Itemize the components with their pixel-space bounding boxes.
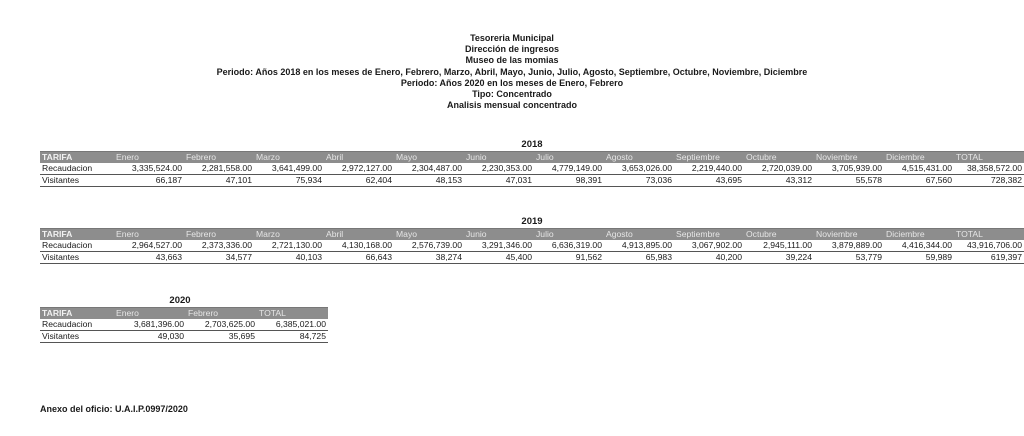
table-cell: 2,721,130.00	[254, 240, 324, 252]
table-row-recaudacion	[40, 319, 328, 331]
column-header-julio: Julio	[534, 229, 604, 241]
column-header-junio: Junio	[464, 229, 534, 241]
table-cell: 55,578	[814, 175, 884, 187]
table-cell: 2,972,127.00	[324, 163, 394, 175]
table-row-visitantes	[40, 175, 1024, 187]
column-header-enero: Enero	[114, 229, 184, 241]
table-cell: 47,101	[184, 175, 254, 187]
column-header-tarifa: TARIFA	[40, 229, 114, 241]
column-header-total: TOTAL	[954, 229, 1024, 241]
table-cell: 75,934	[254, 175, 324, 187]
table-cell: 2,945,111.00	[744, 240, 814, 252]
table-cell: 84,725	[257, 331, 328, 343]
column-header-abril: Abril	[324, 152, 394, 164]
table-cell: 91,562	[534, 252, 604, 264]
column-header-noviembre: Noviembre	[814, 152, 884, 164]
table-cell: 4,130,168.00	[324, 240, 394, 252]
table-2018	[40, 151, 1024, 187]
table-cell: 48,153	[394, 175, 464, 187]
column-header-agosto: Agosto	[604, 229, 674, 241]
column-header-total: TOTAL	[954, 152, 1024, 164]
table-cell: 3,335,524.00	[114, 163, 184, 175]
table-cell: 2,703,625.00	[186, 319, 257, 331]
column-header-mayo: Mayo	[394, 152, 464, 164]
column-header-marzo: Marzo	[254, 152, 324, 164]
table-cell: 2,373,336.00	[184, 240, 254, 252]
table-cell: 6,385,021.00	[257, 319, 328, 331]
column-header-diciembre: Diciembre	[884, 229, 954, 241]
column-header-tarifa: TARIFA	[40, 308, 114, 320]
table-cell: 62,404	[324, 175, 394, 187]
table-header-row	[40, 152, 1024, 164]
table-2020	[40, 307, 328, 343]
column-header-tarifa: TARIFA	[40, 152, 114, 164]
column-header-febrero: Febrero	[184, 152, 254, 164]
table-cell: 2,576,739.00	[394, 240, 464, 252]
column-header-septiembre: Septiembre	[674, 152, 744, 164]
table-cell: 39,224	[744, 252, 814, 264]
table-cell: 43,663	[114, 252, 184, 264]
header-analysis: Analisis mensual concentrado	[446, 100, 578, 111]
table-cell: 38,274	[394, 252, 464, 264]
table-cell: 45,400	[464, 252, 534, 264]
column-header-diciembre: Diciembre	[884, 152, 954, 164]
table-cell: 3,291,346.00	[464, 240, 534, 252]
table-cell: 40,103	[254, 252, 324, 264]
table-cell: 728,382	[954, 175, 1024, 187]
header-period-2018: Periodo: Años 2018 en los meses de Enero, Febrero, Marzo, Abril, Mayo, Junio, Julio, Agosto, Septiembre, Octubre, Noviembre, Diciembre	[216, 66, 808, 77]
table-cell: 3,067,902.00	[674, 240, 744, 252]
table-2019	[40, 228, 1024, 264]
table-cell: 3,681,396.00	[114, 319, 186, 331]
header-department: Dirección de ingresos	[464, 44, 560, 55]
table-cell: 38,358,572.00	[954, 163, 1024, 175]
table-row-recaudacion	[40, 240, 1024, 252]
year-title-2018: 2018	[521, 139, 543, 150]
table-cell: 2,219,440.00	[674, 163, 744, 175]
table-cell: 4,913,895.00	[604, 240, 674, 252]
table-cell: 34,577	[184, 252, 254, 264]
row-label: Recaudacion	[40, 240, 114, 252]
row-label: Recaudacion	[40, 163, 114, 175]
column-header-total: TOTAL	[257, 308, 328, 320]
column-header-agosto: Agosto	[604, 152, 674, 164]
header-museum: Museo de las momias	[465, 55, 559, 66]
table-cell: 59,989	[884, 252, 954, 264]
table-cell: 40,200	[674, 252, 744, 264]
table-cell: 619,397	[954, 252, 1024, 264]
header-period-2020: Periodo: Años 2020 en los meses de Enero, Febrero	[400, 77, 624, 88]
table-cell: 66,187	[114, 175, 184, 187]
table-row-recaudacion	[40, 163, 1024, 175]
table-header-row	[40, 229, 1024, 241]
table-cell: 2,964,527.00	[114, 240, 184, 252]
table-cell: 35,695	[186, 331, 257, 343]
row-label: Visitantes	[40, 252, 114, 264]
column-header-enero: Enero	[114, 152, 184, 164]
row-label: Visitantes	[40, 175, 114, 187]
column-header-julio: Julio	[534, 152, 604, 164]
table-header-row	[40, 308, 328, 320]
table-cell: 65,983	[604, 252, 674, 264]
table-cell: 66,643	[324, 252, 394, 264]
year-title-2019: 2019	[521, 216, 543, 227]
column-header-febrero: Febrero	[186, 308, 257, 320]
table-row-visitantes	[40, 331, 328, 343]
column-header-febrero: Febrero	[184, 229, 254, 241]
table-cell: 4,515,431.00	[884, 163, 954, 175]
table-cell: 4,416,344.00	[884, 240, 954, 252]
table-row-visitantes	[40, 252, 1024, 264]
table-cell: 4,779,149.00	[534, 163, 604, 175]
table-cell: 67,560	[884, 175, 954, 187]
annex-reference: Anexo del oficio: U.A.I.P.0997/2020	[40, 404, 188, 414]
table-cell: 53,779	[814, 252, 884, 264]
table-cell: 43,312	[744, 175, 814, 187]
column-header-abril: Abril	[324, 229, 394, 241]
year-title-2020: 2020	[169, 295, 191, 306]
column-header-octubre: Octubre	[744, 152, 814, 164]
table-cell: 49,030	[114, 331, 186, 343]
table-cell: 3,653,026.00	[604, 163, 674, 175]
table-cell: 43,695	[674, 175, 744, 187]
document-header	[0, 33, 1024, 111]
header-type: Tipo: Concentrado	[472, 89, 552, 100]
table-cell: 47,031	[464, 175, 534, 187]
row-label: Visitantes	[40, 331, 114, 343]
column-header-marzo: Marzo	[254, 229, 324, 241]
table-cell: 73,036	[604, 175, 674, 187]
table-cell: 2,281,558.00	[184, 163, 254, 175]
table-cell: 2,230,353.00	[464, 163, 534, 175]
column-header-mayo: Mayo	[394, 229, 464, 241]
row-label: Recaudacion	[40, 319, 114, 331]
table-cell: 43,916,706.00	[954, 240, 1024, 252]
column-header-enero: Enero	[114, 308, 186, 320]
column-header-junio: Junio	[464, 152, 534, 164]
header-treasury: Tesoreria Municipal	[470, 33, 554, 43]
table-cell: 3,879,889.00	[814, 240, 884, 252]
table-cell: 3,641,499.00	[254, 163, 324, 175]
table-cell: 2,720,039.00	[744, 163, 814, 175]
table-cell: 2,304,487.00	[394, 163, 464, 175]
table-cell: 98,391	[534, 175, 604, 187]
column-header-octubre: Octubre	[744, 229, 814, 241]
column-header-septiembre: Septiembre	[674, 229, 744, 241]
table-cell: 6,636,319.00	[534, 240, 604, 252]
column-header-noviembre: Noviembre	[814, 229, 884, 241]
table-cell: 3,705,939.00	[814, 163, 884, 175]
